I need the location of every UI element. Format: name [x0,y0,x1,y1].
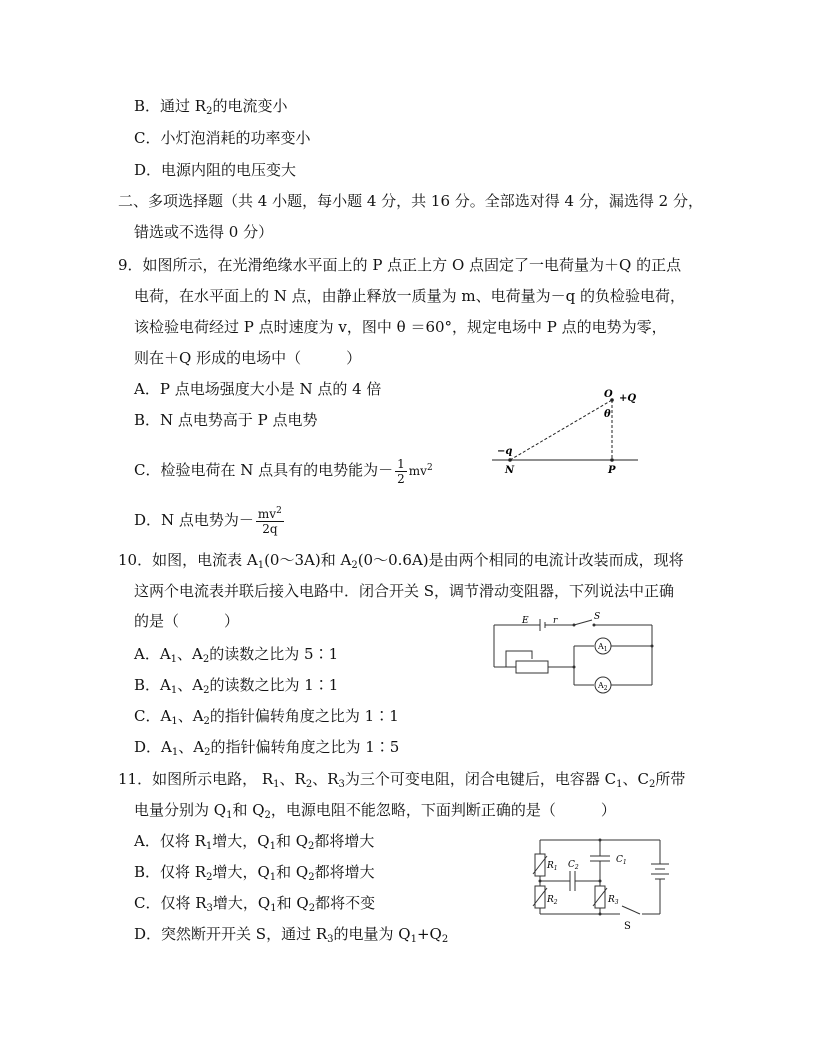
q11-option-b: B．仅将 $R_2$增大，$Q_1$和 $Q_2$都将增大 [134,863,375,883]
q9-stem-line4: 则在＋Q 形成的电场中（ ） [134,349,362,367]
q10-option-c: C．$A_1$、$A_2$的指针偏转角度之比为 1∶1 [134,707,399,727]
q10-option-b: B．$A_1$、$A_2$的读数之比为 1∶1 [134,676,339,696]
section-heading-line2: 错选或不选得 0 分） [134,223,274,241]
point-n [508,458,512,462]
fraction: $\frac{mv^2}{2q}$ [257,505,282,536]
label-o: O [604,389,613,400]
q8-option-d: D．电源内阻的电压变大 [134,161,297,179]
label-a1: $A_1$ [598,642,608,653]
q11-option-a: A．仅将 $R_1$增大，$Q_1$和 $Q_2$都将增大 [134,832,375,852]
label-c1: $C_1$ [616,855,627,866]
q10-stem-line3: 的是（ ） [134,612,240,630]
q9-stem-line3: 该检验电荷经过 P 点时速度为 v，图中 θ ＝60°，规定电场中 P 点的电势为零， [134,318,667,336]
q8-option-c: C．小灯泡消耗的功率变小 [134,129,311,147]
switch-lever [622,906,640,914]
label-plus-q: +Q [619,393,637,404]
q9-option-c: C．检验电荷在 N 点具有的电势能为－ $\frac{1}{2}$ $mv^2$ [134,456,433,486]
label-e: E [522,616,529,626]
q9-stem-line1: 9．如图所示，在光滑绝缘水平面上的 P 点正上方 O 点固定了一电荷量为＋Q 的正点 [118,256,682,274]
label-n: N [505,465,515,476]
slant-dashed-line [510,400,612,460]
rheostat-slider [506,651,532,667]
label-r3: $R_3$ [608,895,619,906]
q9-option-b: B．N 点电势高于 P 点电势 [134,411,318,429]
q9-figure [480,385,650,485]
q11-option-d: D．突然断开开关 S，通过 $R_3$的电量为 $Q_1+Q_2$ [134,925,449,945]
q10-figure [490,613,660,695]
q11-stem-line2: 电量分别为 $Q_1$和 $Q_2$，电源电阻不能忽略，下面判断正确的是（ ） [134,801,616,821]
label-r1: $R_1$ [547,861,558,872]
q10-stem-line2: 这两个电流表并联后接入电路中．闭合开关 S，调节滑动变阻器，下列说法中正确 [134,582,675,600]
q9-option-d: D．N 点电势为－ $\frac{mv^2}{2q}$ [134,505,282,536]
label-s: S [594,612,601,622]
q10-option-a: A．$A_1$、$A_2$的读数之比为 5∶1 [134,645,339,665]
q10-option-d: D．$A_1$、$A_2$的指针偏转角度之比为 1∶5 [134,738,400,758]
q9-option-a: A．P 点电场强度大小是 N 点的 4 倍 [134,380,382,398]
label-minus-q: −q [497,446,513,457]
q8-option-b: B．通过 $R_2$的电流变小 [134,97,288,117]
label-c2: $C_2$ [568,860,579,871]
q10-stem-line1: 10．如图，电流表 $A_1(0\sim 3A)$和 $A_2(0\sim 0.6A)$是由两个相同的电流计改装而成，现将 [118,551,684,571]
q11-stem-line1: 11．如图所示电路， $R_1$、$R_2$、$R_3$为三个可变电阻，闭合电键后，电容器 $C_1$、$C_2$所带 [118,770,686,790]
label-r: r [553,616,558,626]
label-a2: $A_2$ [598,681,608,692]
point-p [610,458,614,462]
q9-stem-line2: 电荷，在水平面上的 N 点，由静止释放一质量为 m、电荷量为－q 的负检验电荷， [134,287,686,305]
label-theta: θ [604,409,611,420]
switch-lever [574,620,592,625]
label-r2: $R_2$ [547,895,558,906]
section-heading-line1: 二、多项选择题（共 4 小题，每小题 4 分，共 16 分。全部选对得 4 分，漏选得 2 分， [118,192,703,210]
label-s: S [624,921,631,932]
fraction: $\frac{1}{2}$ [397,456,405,486]
rheostat-body [516,661,548,673]
q11-figure [532,836,672,936]
label-p: P [608,465,616,476]
q11-option-c: C．仅将 $R_3$增大，$Q_1$和 $Q_2$都将不变 [134,894,376,914]
